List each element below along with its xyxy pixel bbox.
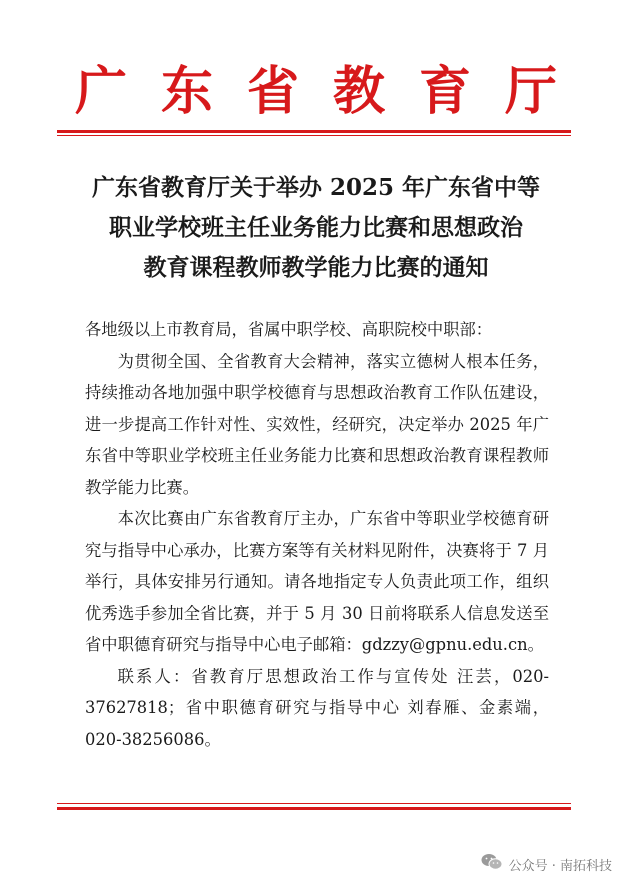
body-paragraph: 本次比赛由广东省教育厅主办，广东省中等职业学校德育研究与指导中心承办，比赛方案等有关材料见附件，决赛将于 7 月举行，具体安排另行通知。请各地指定专人负责此项工作，组织优秀选手参加全省比赛，并于 5 月 30 日前将联系人信息发送至省中职德育研究与指导中心电子邮箱：gdzzy@gpnu.edu.cn。: [85, 509, 549, 654]
watermark-text: 公众号 · 南拓科技: [508, 858, 612, 874]
issuer-title: 广东省教育厅: [74, 61, 591, 122]
watermark: [481, 853, 612, 875]
header-rule-thin: [57, 135, 571, 136]
salutation: 各地级以上市教育局，省属中职学校、高职院校中职部：: [85, 320, 493, 339]
document-body: [85, 314, 549, 755]
body-paragraph: 为贯彻全国、全省教育大会精神，落实立德树人根本任务，持续推动各地加强中职学校德育与思想政治教育工作队伍建设，进一步提高工作针对性、实效性，经研究，决定举办 2025 年广东省中等职业学校班主任业务能力比赛和思想政治教育课程教师教学能力比赛。: [85, 351, 549, 497]
document-title: [60, 168, 572, 288]
footer-rule-thin: [57, 803, 571, 804]
document-title-line: 职业学校班主任业务能力比赛和思想政治: [109, 214, 523, 241]
wechat-icon: [481, 853, 503, 875]
header-rule-thick: [57, 130, 571, 133]
document-title-line: 广东省教育厅关于举办 2025 年广东省中等: [91, 174, 541, 201]
footer-rule-thick: [57, 807, 571, 810]
contact-paragraph: 联系人：省教育厅思想政治工作与宣传处 汪芸，020-37627818；省中职德育研究与指导中心 刘春雁、金素端，020-38256086。: [85, 666, 549, 749]
document-title-line: 教育课程教师教学能力比赛的通知: [143, 254, 489, 281]
